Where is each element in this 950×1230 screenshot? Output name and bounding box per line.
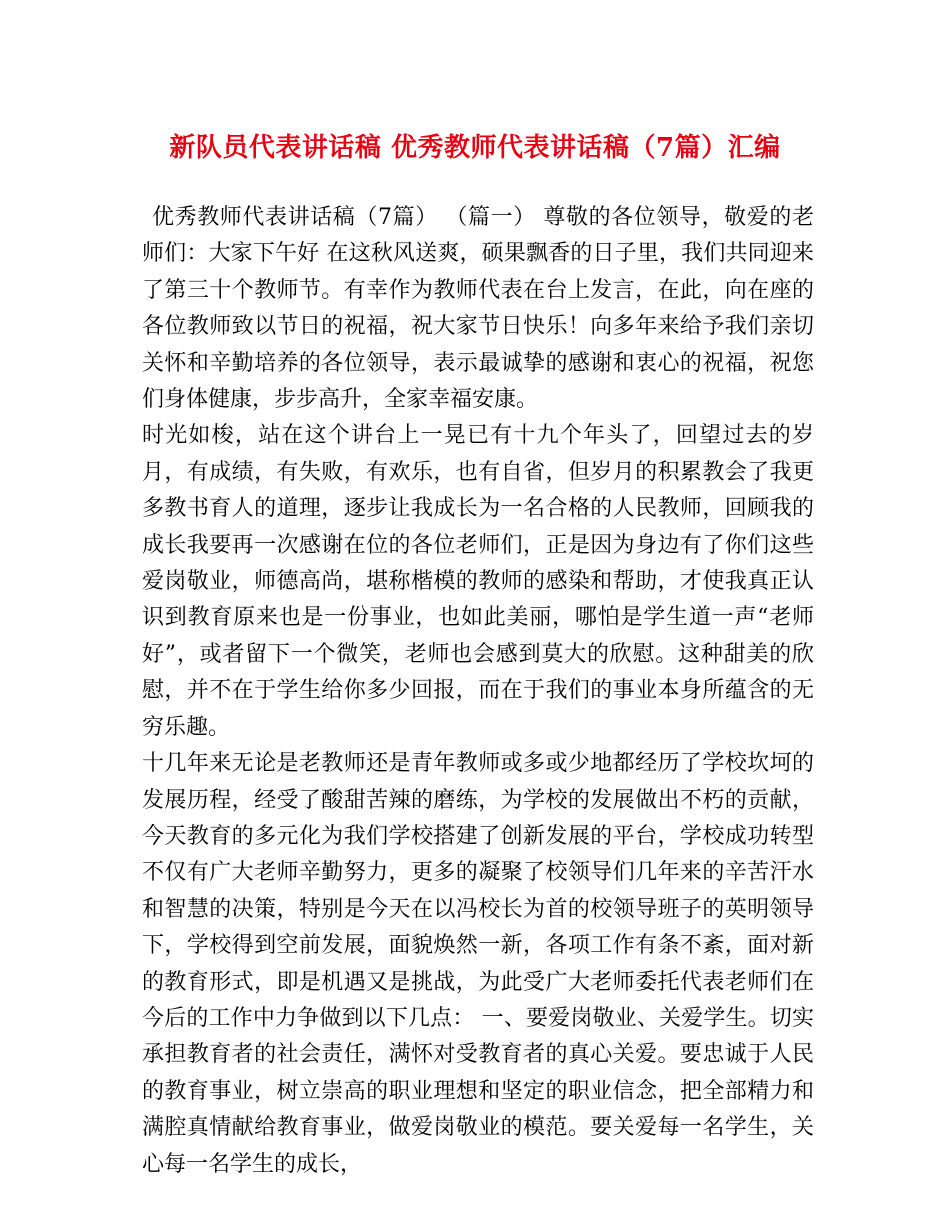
paragraph-2: 时光如梭，站在这个讲台上一晃已有十九个年头了，回望过去的岁月，有成绩，有失败，有欢乐，也有自省，但岁月的积累教会了我更多教书育人的道理，逐步让我成长为一名合格的人民教师，回顾我的成长我要再一次感谢在位的各位老师们，正是因为身边有了你们这些爱岗敬业，师德高尚，堪称楷模的教师的感染和帮助，才使我真正认识到教育原来也是一份事业，也如此美丽，哪怕是学生道一声“老师好”，或者留下一个微笑，老师也会感到莫大的欣慰。这种甜美的欣慰，并不在于学生给你多少回报，而在于我们的事业本身所蕴含的无穷乐趣。 (142, 423, 814, 740)
paragraph-1: 优秀教师代表讲话稿（7篇） （篇一） 尊敬的各位领导，敬爱的老师们：大家下午好 在这秋风送爽，硕果飘香的日子里，我们共同迎来了第三十个教师节。有幸作为教师代表在台上发言，在此，向在座的各位教师致以节日的祝福，祝大家节日快乐！向多年来给予我们亲切关怀和辛勤培养的各位领导，表示最诚挚的感谢和衷心的祝福，祝您们身体健康，步步高升，全家幸福安康。 (142, 205, 814, 413)
document-body (142, 200, 814, 1183)
document-title: 新队员代表讲话稿 优秀教师代表讲话稿（7篇）汇编 (169, 133, 781, 163)
paragraph-3: 十几年来无论是老教师还是青年教师或多或少地都经历了学校坎坷的发展历程，经受了酸甜苦辣的磨练，为学校的发展做出不朽的贡献，今天教育的多元化为我们学校搭建了创新发展的平台，学校成功转型不仅有广大老师辛勤努力，更多的凝聚了校领导们几年来的辛苦汗水和智慧的决策，特别是今天在以冯校长为首的校领导班子的英明领导下，学校得到空前发展，面貌焕然一新，各项工作有条不紊，面对新的教育形式，即是机遇又是挑战，为此受广大老师委托代表老师们在今后的工作中力争做到以下几点： 一、要爱岗敬业、关爱学生。切实承担教育者的社会责任，满怀对受教育者的真心关爱。要忠诚于人民的教育事业，树立崇高的职业理想和坚定的职业信念，把全部精力和满腔真情献给教育事业，做爱岗敬业的模范。要关爱每一名学生，关心每一名学生的成长， (142, 751, 814, 1177)
